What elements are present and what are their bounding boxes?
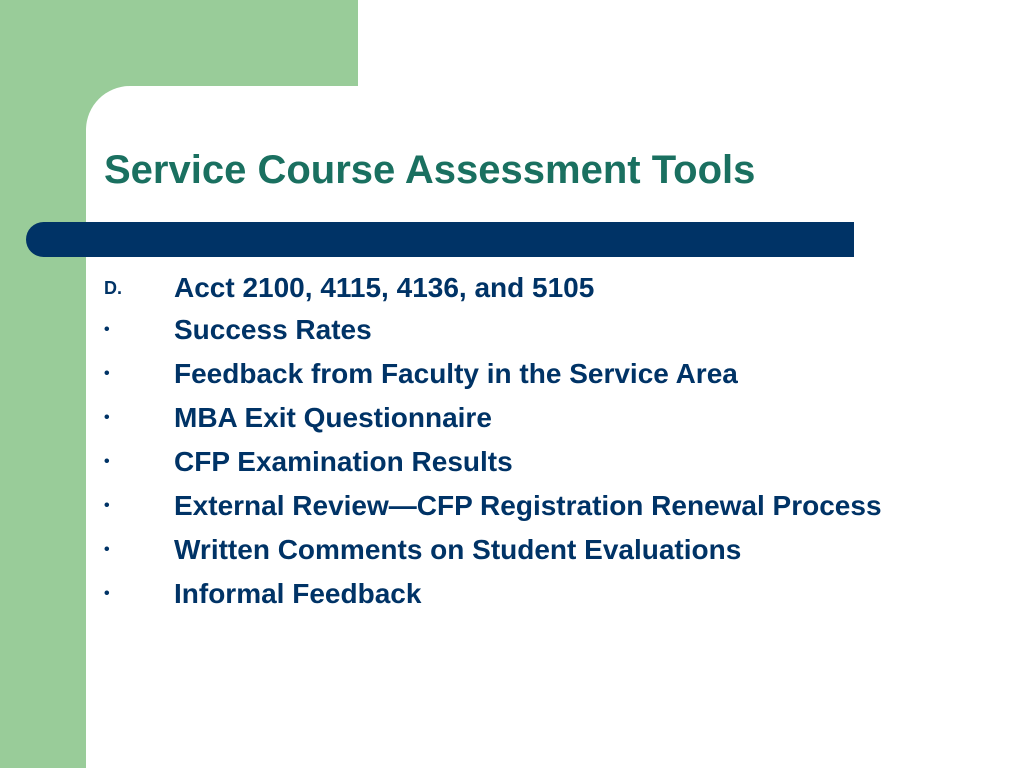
list-item bbox=[104, 532, 924, 568]
list-item-text: Success Rates bbox=[174, 314, 372, 345]
slide-title: Service Course Assessment Tools bbox=[104, 148, 756, 192]
list-item-text: Feedback from Faculty in the Service Area bbox=[174, 358, 738, 389]
bullet-icon: • bbox=[104, 497, 110, 514]
list-item bbox=[104, 444, 924, 480]
list-heading-item bbox=[104, 270, 924, 306]
list-item-text: CFP Examination Results bbox=[174, 446, 513, 477]
bullet-icon: • bbox=[104, 453, 110, 470]
bullet-icon: • bbox=[104, 585, 110, 602]
list-item-text: External Review—CFP Registration Renewal Process bbox=[174, 490, 882, 521]
list-heading-text: Acct 2100, 4115, 4136, and 5105 bbox=[174, 272, 595, 303]
list-item bbox=[104, 356, 924, 392]
list-item bbox=[104, 400, 924, 436]
list-item-text: Written Comments on Student Evaluations bbox=[174, 534, 742, 565]
list-item-text: Informal Feedback bbox=[174, 578, 422, 609]
list-item bbox=[104, 312, 924, 348]
bullet-icon: • bbox=[104, 409, 110, 426]
content-list bbox=[104, 270, 924, 620]
bullet-icon: • bbox=[104, 541, 110, 558]
list-item bbox=[104, 576, 924, 612]
title-underline-bar bbox=[26, 222, 854, 257]
list-marker-letter: D. bbox=[104, 278, 122, 298]
bullet-icon: • bbox=[104, 365, 110, 382]
list-item bbox=[104, 488, 924, 524]
bullet-icon: • bbox=[104, 321, 110, 338]
list-item-text: MBA Exit Questionnaire bbox=[174, 402, 492, 433]
